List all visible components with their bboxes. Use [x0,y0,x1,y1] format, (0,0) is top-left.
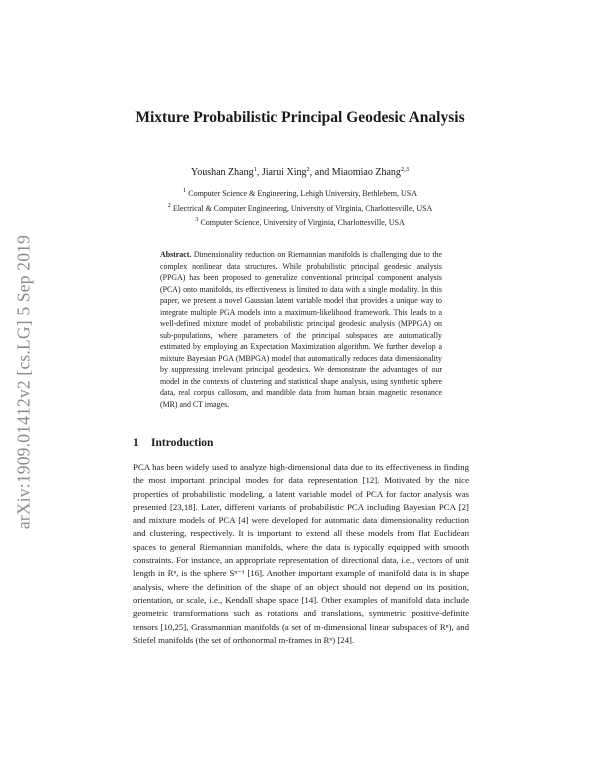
affiliation-text: Computer Science & Engineering, Lehigh University, Bethlehem, USA [188,189,417,198]
section-title: Introduction [151,437,214,449]
author-affiliation-mark: 1 [253,166,257,173]
affiliation-number: 1 [182,187,187,194]
section-heading [133,437,213,449]
author-name: Miaomiao Zhang [331,167,401,178]
paper-title: Mixture Probabilistic Principal Geodesic Analysis [135,109,465,126]
arxiv-stamp-text: arXiv:1909.01412v2 [cs.LG] 5 Sep 2019 [13,234,34,530]
abstract-label: Abstract. [160,250,192,259]
affiliation-number: 2 [167,201,171,209]
affiliation-text: Computer Science, University of Virginia, Charlottesville, USA [200,218,405,227]
affiliation-list [100,185,500,229]
author-separator: , [256,167,262,178]
introduction-paragraph: PCA has been widely used to analyze high-dimensional data due to its effectiveness in finding the most important principal modes for data representation [12]. Motivated by the nice properties of probabilistic modeling, a latent variable model of PCA for factor analysis was presented [23,18]. Later, different variants of probabilistic PCA including Bayesian PCA [2] and mixture models of PCA [4] were developed for automatic data dimensionality reduction and clustering, respectively. It is important to extend all these models from flat Euclidean spaces to general Riemannian manifolds, where the data is typically equipped with smooth constraints. For instance, an appropriate representation of directional data, i.e., vectors of unit length in Rⁿ, is the sphere Sⁿ⁻¹ [16]. Another important example of manifold data is in shape analysis, where the definition of the shape of an object should not depend on its position, orientation, or scale, i.e., Kendall shape space [14]. Other examples of manifold data include geometric transformations such as rotations and translations, symmetric positive-definite tensors [10,25], Grassmannian manifolds (a set of m-dimensional linear subspaces of Rⁿ), and Stiefel manifolds (the set of orthonormal m-frames in Rⁿ) [24]. [133,462,469,645]
section-number: 1 [133,437,139,449]
author-separator: , and [309,167,332,178]
affiliation-text: Electrical & Computer Engineering, University of Virginia, Charlottesville, USA [172,203,433,213]
arxiv-identifier-stamp [14,212,34,552]
abstract [160,249,442,410]
affiliation-line [100,214,500,229]
author-affiliation-mark: 2,3 [400,166,410,173]
affiliation-number: 3 [195,216,199,223]
author-list [100,166,500,178]
affiliation-line [100,185,500,200]
abstract-text: Dimensionality reduction on Riemannian manifolds is challenging due to the complex nonlinear data structures. While probabilistic principal geodesic analysis (PPGA) has been proposed to generalize conventional principal component analysis (PCA) onto manifolds, its effectiveness is limited to data with a single modality. In this paper, we present a novel Gaussian latent variable model that provides a unique way to integrate multiple PGA models into a maximum-likelihood framework. This leads to a well-defined mixture model of probabilistic principal geodesic analysis (MPPGA) on sub-populations, where parameters of the principal subspaces are automatically estimated by employing an Expectation Maximization algorithm. We further develop a mixture Bayesian PGA (MBPGA) model that automatically reduces data dimensionality by suppressing irrelevant principal geodesics. We demonstrate the advantages of our model in the contexts of clustering and statistical shape analysis, using synthetic sphere data, real corpus callosum, and mandible data from human brain magnetic resonance (MR) and CT images. [160,250,442,409]
author-name: Jiarui Xing [261,167,307,178]
author-affiliation-mark: 2 [306,166,310,173]
affiliation-line [100,200,500,215]
author-name: Youshan Zhang [190,167,254,178]
